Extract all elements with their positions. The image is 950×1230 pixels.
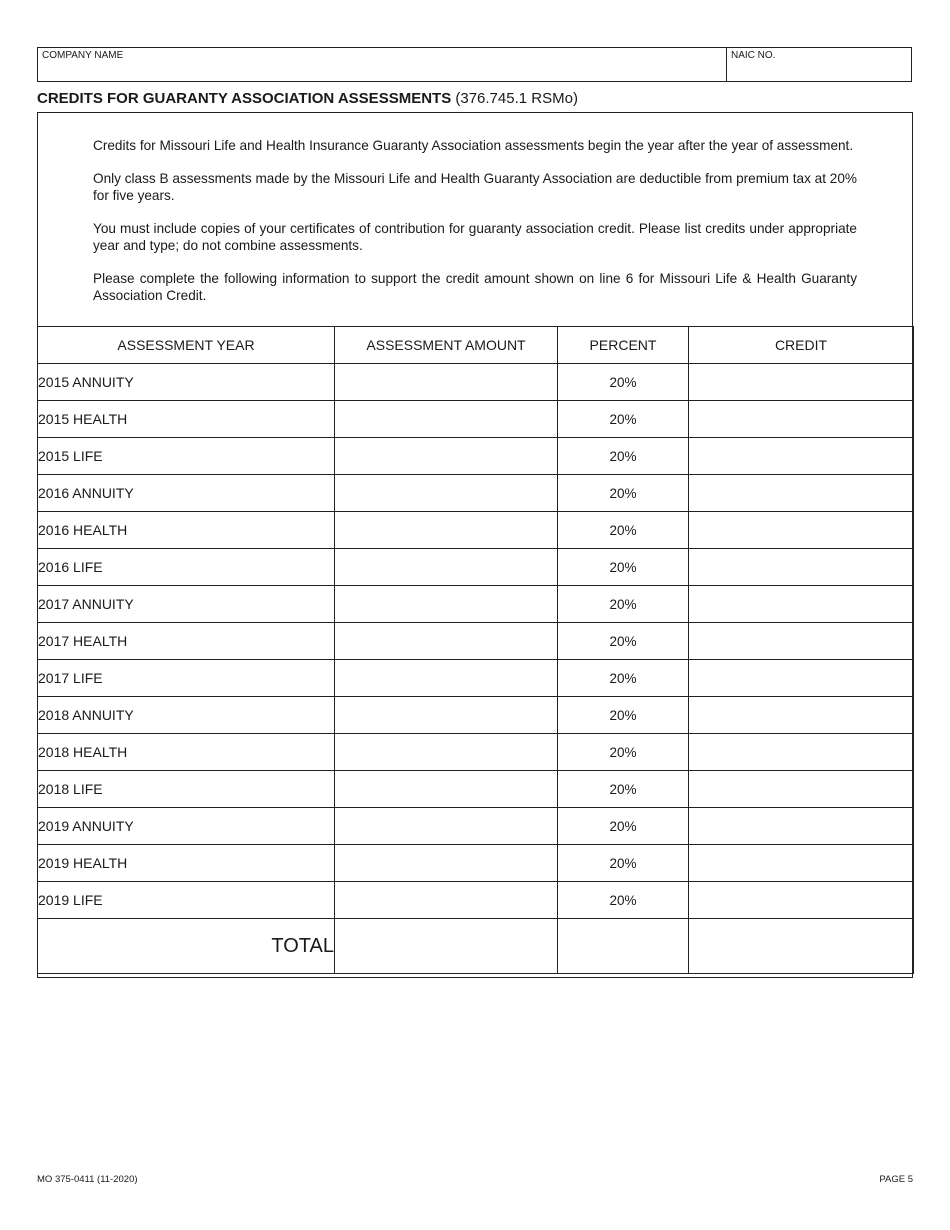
credit-field[interactable] <box>689 438 913 474</box>
assessment-amount-cell <box>335 660 558 697</box>
assessment-amount-field[interactable] <box>335 697 557 733</box>
credit-field[interactable] <box>689 660 913 696</box>
credit-field[interactable] <box>689 882 913 918</box>
percent-cell: 20% <box>558 364 689 401</box>
assessment-amount-field[interactable] <box>335 623 557 659</box>
assessment-amount-field[interactable] <box>335 438 557 474</box>
percent-cell: 20% <box>558 549 689 586</box>
total-percent-field[interactable] <box>558 919 688 973</box>
assessment-amount-cell <box>335 475 558 512</box>
assessment-year-cell: 2018 HEALTH <box>38 734 335 771</box>
table-row <box>38 475 914 512</box>
credit-cell <box>689 697 914 734</box>
credit-field[interactable] <box>689 734 913 770</box>
percent-cell: 20% <box>558 697 689 734</box>
total-credit-cell <box>689 919 914 974</box>
assessment-amount-field[interactable] <box>335 586 557 622</box>
table-row <box>38 512 914 549</box>
table-row <box>38 364 914 401</box>
assessment-amount-cell <box>335 882 558 919</box>
assessment-year-cell: 2015 LIFE <box>38 438 335 475</box>
naic-number-field[interactable] <box>731 63 907 79</box>
table-row <box>38 697 914 734</box>
percent-cell: 20% <box>558 882 689 919</box>
naic-number-cell <box>727 48 911 81</box>
percent-cell: 20% <box>558 512 689 549</box>
assessment-amount-field[interactable] <box>335 808 557 844</box>
assessment-year-cell: 2016 HEALTH <box>38 512 335 549</box>
assessment-year-cell: 2015 ANNUITY <box>38 364 335 401</box>
total-row <box>38 919 914 974</box>
assessment-amount-cell <box>335 586 558 623</box>
assessment-year-cell: 2016 LIFE <box>38 549 335 586</box>
table-row <box>38 808 914 845</box>
assessment-table <box>37 326 914 974</box>
assessment-amount-field[interactable] <box>335 882 557 918</box>
page-number: PAGE 5 <box>879 1174 913 1185</box>
credit-field[interactable] <box>689 475 913 511</box>
assessment-amount-cell <box>335 549 558 586</box>
credit-cell <box>689 845 914 882</box>
assessment-amount-field[interactable] <box>335 364 557 400</box>
section-title <box>37 90 578 107</box>
table-row <box>38 660 914 697</box>
credit-cell <box>689 512 914 549</box>
percent-cell: 20% <box>558 771 689 808</box>
assessment-year-cell: 2018 LIFE <box>38 771 335 808</box>
assessment-year-cell: 2019 LIFE <box>38 882 335 919</box>
company-header <box>37 47 912 82</box>
company-name-field[interactable] <box>42 63 722 79</box>
assessment-amount-cell <box>335 771 558 808</box>
table-header-row <box>38 327 914 364</box>
assessment-amount-field[interactable] <box>335 549 557 585</box>
credit-cell <box>689 475 914 512</box>
section-title-statute: (376.745.1 RSMo) <box>451 90 578 107</box>
credit-cell <box>689 549 914 586</box>
credit-cell <box>689 623 914 660</box>
credit-field[interactable] <box>689 401 913 437</box>
form-id: MO 375-0411 (11-2020) <box>37 1174 138 1185</box>
assessment-year-cell: 2015 HEALTH <box>38 401 335 438</box>
company-name-cell <box>38 48 727 81</box>
credit-field[interactable] <box>689 845 913 881</box>
credit-cell <box>689 882 914 919</box>
assessment-amount-field[interactable] <box>335 734 557 770</box>
column-header-assessment-year: ASSESSMENT YEAR <box>38 327 335 364</box>
assessment-amount-field[interactable] <box>335 660 557 696</box>
assessment-amount-field[interactable] <box>335 771 557 807</box>
instruction-paragraph: Please complete the following information to support the credit amount shown on line 6 for Missouri Life & Health Guaranty Association Credit. <box>93 271 857 303</box>
table-row <box>38 734 914 771</box>
credit-field[interactable] <box>689 771 913 807</box>
assessment-year-cell: 2017 HEALTH <box>38 623 335 660</box>
total-percent-cell <box>558 919 689 974</box>
credit-cell <box>689 734 914 771</box>
credit-cell <box>689 364 914 401</box>
credit-field[interactable] <box>689 623 913 659</box>
percent-cell: 20% <box>558 660 689 697</box>
credit-cell <box>689 660 914 697</box>
assessment-amount-field[interactable] <box>335 845 557 881</box>
percent-cell: 20% <box>558 475 689 512</box>
percent-cell: 20% <box>558 438 689 475</box>
credit-cell <box>689 438 914 475</box>
total-credit-field[interactable] <box>689 919 913 973</box>
assessment-rows <box>38 364 914 919</box>
table-row <box>38 771 914 808</box>
table-row <box>38 438 914 475</box>
instruction-paragraph: Only class B assessments made by the Missouri Life and Health Guaranty Association are deductible from premium tax at 20% for five years. <box>93 171 857 203</box>
credit-cell <box>689 586 914 623</box>
credit-cell <box>689 401 914 438</box>
total-label: TOTAL <box>38 919 335 974</box>
assessment-year-cell: 2019 HEALTH <box>38 845 335 882</box>
assessment-amount-cell <box>335 623 558 660</box>
section-title-main: CREDITS FOR GUARANTY ASSOCIATION ASSESSMENTS <box>37 90 452 107</box>
total-amount-cell <box>335 919 558 974</box>
assessment-amount-cell <box>335 845 558 882</box>
instruction-paragraph: Credits for Missouri Life and Health Insurance Guaranty Association assessments begin the year after the year of assessment. <box>93 138 854 153</box>
percent-cell: 20% <box>558 845 689 882</box>
assessment-year-cell: 2019 ANNUITY <box>38 808 335 845</box>
instruction-paragraph: You must include copies of your certificates of contribution for guaranty association credit. Please list credits under appropriate year and type; do not combine assessments. <box>93 221 857 253</box>
credit-cell <box>689 771 914 808</box>
credits-section <box>37 112 913 978</box>
credit-field[interactable] <box>689 512 913 548</box>
assessment-amount-field[interactable] <box>335 401 557 437</box>
column-header-assessment-amount: ASSESSMENT AMOUNT <box>335 327 558 364</box>
credit-field[interactable] <box>689 697 913 733</box>
percent-cell: 20% <box>558 401 689 438</box>
credit-field[interactable] <box>689 586 913 622</box>
table-row <box>38 401 914 438</box>
percent-cell: 20% <box>558 734 689 771</box>
assessment-amount-cell <box>335 512 558 549</box>
table-row <box>38 549 914 586</box>
assessment-amount-cell <box>335 364 558 401</box>
assessment-year-cell: 2018 ANNUITY <box>38 697 335 734</box>
assessment-amount-cell <box>335 734 558 771</box>
table-row <box>38 882 914 919</box>
assessment-year-cell: 2016 ANNUITY <box>38 475 335 512</box>
assessment-amount-cell <box>335 808 558 845</box>
column-header-credit: CREDIT <box>689 327 914 364</box>
credit-cell <box>689 808 914 845</box>
total-amount-field[interactable] <box>335 919 557 973</box>
percent-cell: 20% <box>558 623 689 660</box>
assessment-year-cell: 2017 LIFE <box>38 660 335 697</box>
credit-field[interactable] <box>689 808 913 844</box>
credit-field[interactable] <box>689 364 913 400</box>
assessment-amount-field[interactable] <box>335 475 557 511</box>
column-header-percent: PERCENT <box>558 327 689 364</box>
credit-field[interactable] <box>689 549 913 585</box>
assessment-amount-cell <box>335 438 558 475</box>
assessment-amount-field[interactable] <box>335 512 557 548</box>
assessment-year-cell: 2017 ANNUITY <box>38 586 335 623</box>
table-row <box>38 586 914 623</box>
table-row <box>38 845 914 882</box>
table-row <box>38 623 914 660</box>
assessment-amount-cell <box>335 401 558 438</box>
instructions <box>38 113 912 304</box>
percent-cell: 20% <box>558 808 689 845</box>
percent-cell: 20% <box>558 586 689 623</box>
company-name-label: COMPANY NAME <box>42 50 124 61</box>
assessment-amount-cell <box>335 697 558 734</box>
naic-number-label: NAIC NO. <box>731 50 776 61</box>
